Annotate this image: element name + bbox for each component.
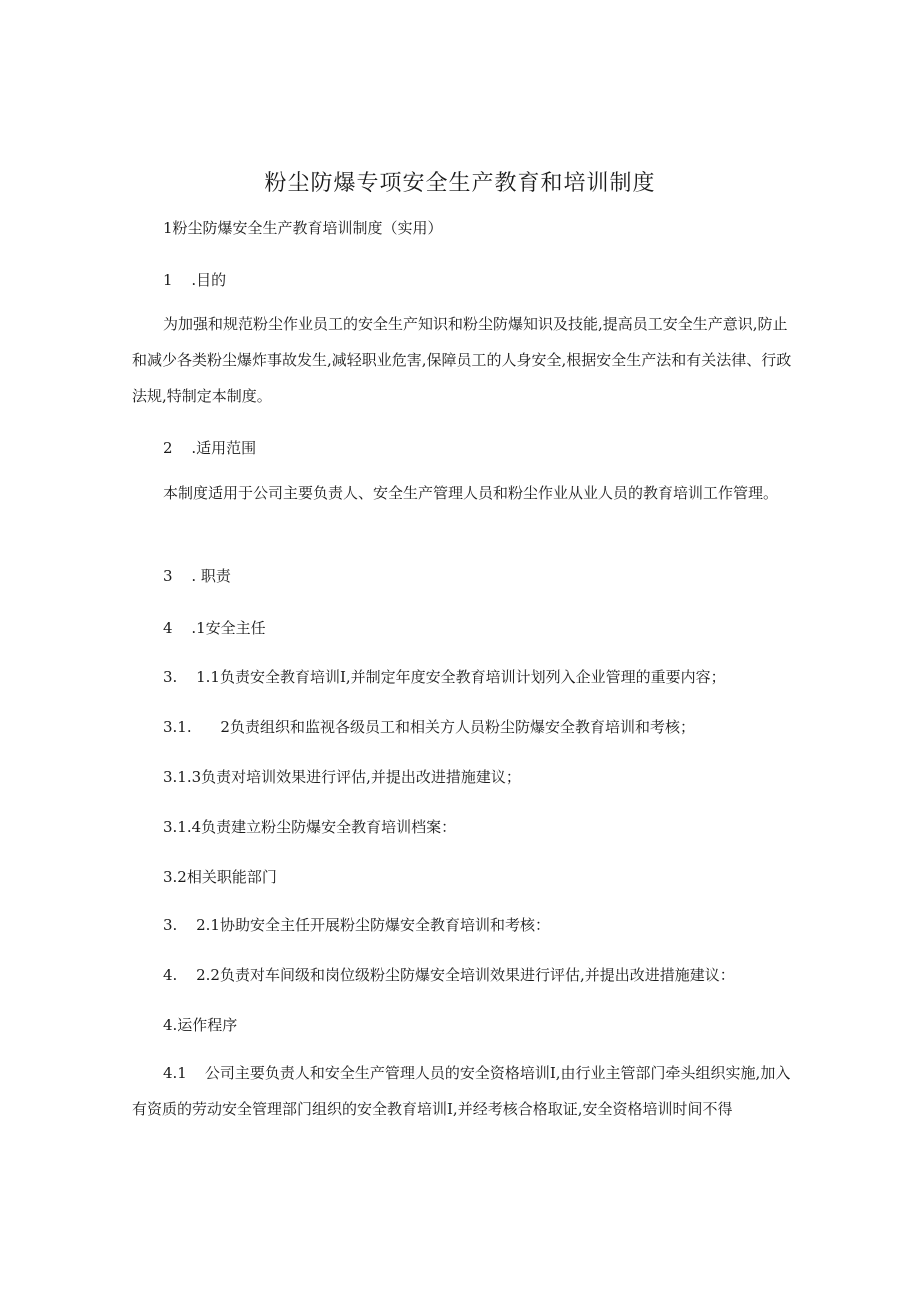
item-3-1-1-text: 1.1负责安全教育培训I,并制定年度安全教育培训计划列入企业管理的重要内容； — [196, 668, 726, 686]
item-3-1-1-number: 3. — [163, 668, 178, 686]
section-3-1-heading — [163, 618, 266, 638]
item-3-1-3: 3.1.3负责对培训效果进行评估,并提出改进措施建议； — [163, 768, 521, 786]
item-4-1-number: 4.1 — [163, 1064, 187, 1082]
document-subtitle: 1粉尘防爆安全生产教育培训制度（实用） — [163, 219, 443, 237]
item-3-2-2-number: 4. — [163, 966, 178, 984]
section-4-heading: 4.运作程序 — [163, 1016, 238, 1034]
item-3-1-4: 3.1.4负责建立粉尘防爆安全教育培训档案： — [163, 818, 457, 836]
item-3-1-2-text: 2负责组织和监视各级员工和相关方人员粉尘防爆安全教育培训和考核； — [220, 718, 695, 736]
section-3-label: . 职责 — [191, 567, 231, 585]
item-3-1-1 — [163, 667, 726, 687]
section-3-number: 3 — [163, 567, 173, 585]
section-1-body: 为加强和规范粉尘作业员工的安全生产知识和粉尘防爆知识及技能,提高员工安全生产意识,防止和减少各类粉尘爆炸事故发生,减轻职业危害,保障员工的人身安全,根据安全生产法和有关法律、行政法规,特制定本制度。 — [132, 315, 792, 405]
section-2-label: .适用范围 — [191, 439, 257, 457]
section-3-1-label: .1安全主任 — [191, 619, 266, 637]
section-2-heading — [163, 438, 256, 458]
document-title: 粉尘防爆专项安全生产教育和培训制度 — [264, 171, 656, 196]
item-3-2-2-text: 2.2负责对车间级和岗位级粉尘防爆安全培训效果进行评估,并提出改进措施建议： — [196, 966, 735, 984]
section-1-label: .目的 — [191, 271, 227, 289]
item-4-1-text: 公司主要负责人和安全生产管理人员的安全资格培训I,由行业主管部门牵头组织实施,加入有资质的劳动安全管理部门组织的安全教育培训I,并经考核合格取证,安全资格培训时间不得 — [132, 1064, 791, 1118]
section-2-number: 2 — [163, 439, 173, 457]
section-3-1-number: 4 — [163, 619, 173, 637]
item-3-2-2 — [163, 965, 735, 985]
item-3-2-1-text: 2.1协助安全主任开展粉尘防爆安全教育培训和考核： — [196, 916, 550, 934]
section-3-2-heading: 3.2相关职能部门 — [163, 868, 277, 886]
item-3-2-1 — [163, 915, 550, 935]
item-3-1-2 — [163, 717, 695, 737]
section-3-heading — [163, 566, 231, 586]
section-1-heading — [163, 270, 226, 290]
section-1-number: 1 — [163, 271, 173, 289]
item-3-1-2-number: 3.1. — [163, 718, 192, 736]
section-2-body: 本制度适用于公司主要负责人、安全生产管理人员和粉尘作业从业人员的教育培训工作管理。 — [163, 484, 779, 502]
item-4-1 — [132, 1055, 792, 1127]
item-3-2-1-number: 3. — [163, 916, 178, 934]
